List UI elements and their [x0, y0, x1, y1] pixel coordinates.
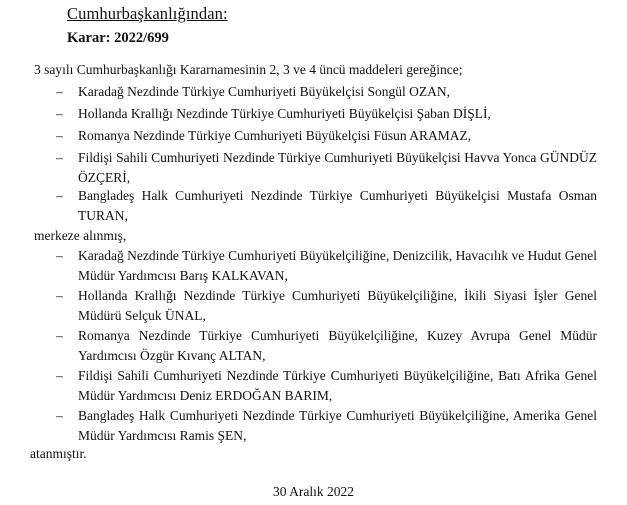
list-item-text: Fildişi Sahili Cumhuriyeti Nezdinde Türkiye Cumhuriyeti Büyükelçiliğine, Batı Afrika Genel Müdür Yardımcısı Deniz ERDOĞAN BARIM,: [78, 368, 597, 403]
list-item-text: Karadağ Nezdinde Türkiye Cumhuriyeti Büyükelçiliğine, Denizcilik, Havacılık ve Hudut Genel Müdür Yardımcısı Barış KALKAVAN,: [78, 248, 597, 283]
closing-text: atanmıştır.: [30, 446, 87, 461]
list-item-text: Karadağ Nezdinde Türkiye Cumhuriyeti Büyükelçisi Songül OZAN,: [78, 84, 451, 99]
list-dash: –: [56, 106, 63, 121]
appointed-item-4: [56, 366, 597, 406]
list-item-text: Romanya Nezdinde Türkiye Cumhuriyeti Büyükelçisi Füsun ARAMAZ,: [78, 128, 472, 143]
document-date: 30 Aralık 2022: [273, 484, 354, 499]
intro-paragraph: 3 sayılı Cumhurbaşkanlığı Kararnamesinin 2, 3 ve 4 üncü maddeleri gereğince;: [34, 62, 463, 77]
issuer-heading: Cumhurbaşkanlığından:: [67, 4, 228, 23]
list-dash: –: [56, 368, 63, 383]
recalled-item-5: [56, 186, 597, 226]
list-item-text: Fildişi Sahili Cumhuriyeti Nezdinde Türkiye Cumhuriyeti Büyükelçisi Havva Yonca GÜNDÜZ ÖZÇERİ,: [78, 150, 597, 185]
decision-number: Karar: 2022/699: [67, 30, 169, 46]
list-dash: –: [56, 150, 63, 165]
recalled-item-2: [56, 104, 597, 124]
list-dash: –: [56, 328, 63, 343]
list-dash: –: [56, 128, 63, 143]
list-dash: –: [56, 248, 63, 263]
list-dash: –: [56, 84, 63, 99]
appointed-item-1: [56, 246, 597, 286]
list-dash: –: [56, 288, 63, 303]
list-item-text: Bangladeş Halk Cumhuriyeti Nezdinde Türkiye Cumhuriyeti Büyükelçisi Mustafa Osman TURAN,: [78, 188, 597, 223]
recalled-item-1: [56, 82, 597, 102]
list-item-text: Romanya Nezdinde Türkiye Cumhuriyeti Büyükelçiliğine, Kuzey Avrupa Genel Müdür Yardımcısı Özgür Kıvanç ALTAN,: [78, 328, 597, 363]
list-dash: –: [56, 188, 63, 203]
list-item-text: Bangladeş Halk Cumhuriyeti Nezdinde Türkiye Cumhuriyeti Büyükelçiliğine, Amerika Genel Müdür Yardımcısı Ramis ŞEN,: [78, 408, 597, 443]
recalled-item-3: [56, 126, 597, 146]
appointed-item-5: [56, 406, 597, 446]
appointed-item-3: [56, 326, 597, 366]
list-dash: –: [56, 408, 63, 423]
list-item-text: Hollanda Krallığı Nezdinde Türkiye Cumhuriyeti Büyükelçiliğine, İkili Siyasi İşler Genel Müdürü Selçuk ÜNAL,: [78, 288, 597, 323]
recalled-label: merkeze alınmış,: [34, 228, 127, 243]
recalled-item-4: [56, 148, 597, 188]
list-item-text: Hollanda Krallığı Nezdinde Türkiye Cumhuriyeti Büyükelçisi Şaban DİŞLİ,: [78, 106, 491, 121]
appointed-item-2: [56, 286, 597, 326]
